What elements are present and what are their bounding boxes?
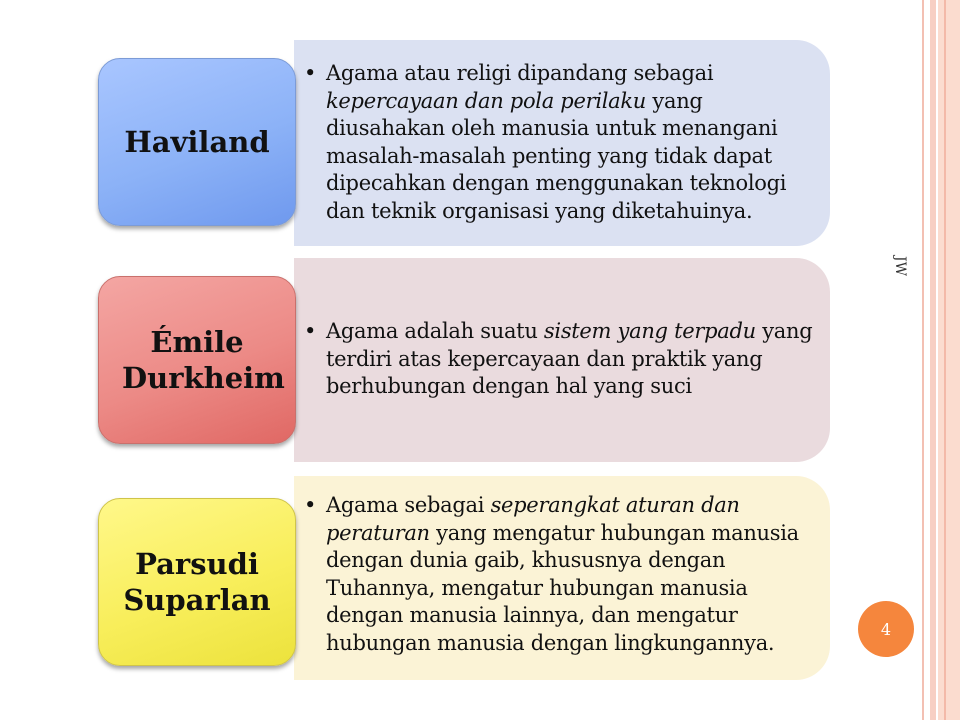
decor-stripe [922,0,924,720]
definition-text-part: Agama adalah suatu [326,319,544,343]
definition-text [294,492,820,657]
definition-text-part: yang terdiri atas kepercayaan dan praktik yang berhubungan dengan hal yang suci [326,319,813,398]
author-label-box [98,498,296,666]
bullet: • [304,61,317,85]
author-mark: JW [892,255,908,276]
definition-text-part: yang diusahakan oleh manusia untuk menangani masalah-masalah penting yang tidak dapat dipecahkan dengan menggunakan teknologi dan teknik organisasi yang diketahuinya. [326,88,787,223]
definition-text-part: Agama atau religi dipandang sebagai [326,61,714,85]
definition-emphasis: sistem yang terpadu [543,319,756,343]
bullet: • [304,319,317,343]
definition-text-part: yang mengatur hubungan manusia dengan dunia gaib, khususnya dengan Tuhannya, mengatur hubungan manusia dengan manusia lainnya, dan mengatur hubungan manusia dengan lingkungannya. [326,520,799,655]
definition-list [294,60,820,225]
definition-list [294,318,820,401]
author-label-box [98,276,296,444]
definition-emphasis: seperangkat aturan dan peraturan [326,493,740,545]
author-label-box [98,58,296,226]
definition-panel [294,40,830,246]
definition-list [294,492,820,657]
definition-panel [294,258,830,462]
definition-emphasis: kepercayaan dan pola perilaku [326,88,647,113]
page-number-badge: 4 [858,601,914,657]
definition-text [294,60,820,225]
decor-stripe [930,0,936,720]
decor-stripe [944,0,946,720]
author-name: Haviland [124,125,270,159]
author-name: Parsudi Suparlan [123,547,271,617]
definition-panel [294,476,830,680]
bullet: • [304,493,317,517]
definition-row-durkheim [98,258,830,462]
definition-text [294,318,820,401]
definition-text-part: Agama sebagai [326,493,491,517]
definition-row-haviland [98,40,830,246]
definition-row-suparlan [98,476,830,680]
author-name: Émile Durkheim [122,325,285,395]
decor-stripe [938,0,960,720]
